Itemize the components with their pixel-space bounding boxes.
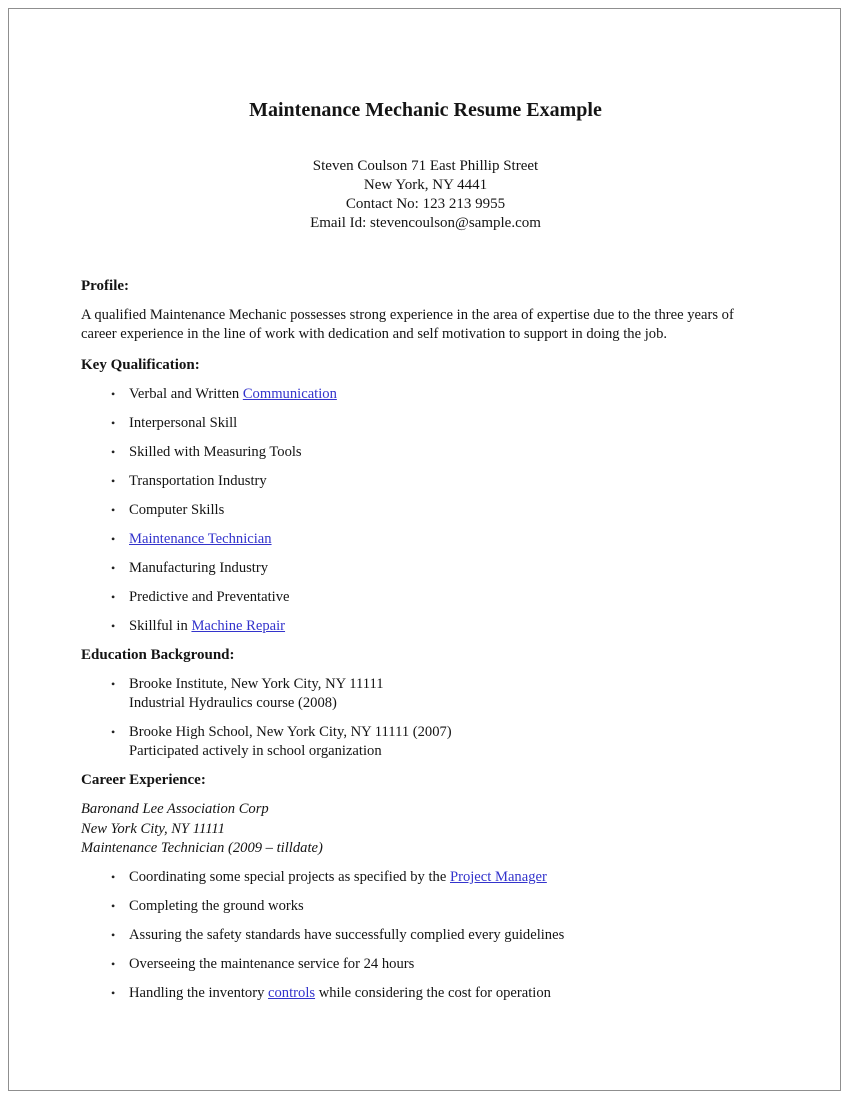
contact-line-city: New York, NY 4441 xyxy=(363,177,488,193)
list-item xyxy=(81,926,770,945)
resume-page xyxy=(8,8,841,1091)
bullet-text: Handling the inventory xyxy=(129,984,269,1001)
list-item xyxy=(81,588,770,607)
bullet-line: Participated actively in school organization xyxy=(129,743,382,760)
document-title: Maintenance Mechanic Resume Example xyxy=(249,99,602,121)
hyperlink-project-manager[interactable]: Project Manager xyxy=(449,868,547,885)
list-item xyxy=(81,723,770,761)
bullet-icon: • xyxy=(111,725,116,740)
bullet-line: Brooke High School, New York City, NY 11111 (2007) xyxy=(129,724,452,741)
bullet-text: while considering the cost for operation xyxy=(315,984,551,1001)
bullet-line: Industrial Hydraulics course (2008) xyxy=(129,695,337,712)
list-item xyxy=(81,868,770,887)
list-item xyxy=(81,984,770,1003)
bullet-content xyxy=(129,559,770,578)
contact-line-address: Steven Coulson 71 East Phillip Street xyxy=(312,158,539,174)
bullet-text: Manufacturing Industry xyxy=(129,560,269,577)
career-location: New York City, NY 11111 xyxy=(81,820,225,837)
bullet-icon: • xyxy=(111,590,116,605)
hyperlink-communication[interactable]: Communication xyxy=(242,386,337,403)
career-heading: Career Experience: xyxy=(81,772,206,789)
profile-heading: Profile: xyxy=(81,278,130,294)
bullet-content xyxy=(129,675,770,713)
bullet-icon: • xyxy=(111,927,116,942)
bullet-icon: • xyxy=(111,677,116,692)
bullet-text: Completing the ground works xyxy=(129,897,304,914)
career-list xyxy=(81,868,770,1003)
bullet-icon: • xyxy=(111,561,116,576)
bullet-content xyxy=(129,984,770,1003)
contact-block xyxy=(81,157,770,233)
bullet-content xyxy=(129,385,770,404)
bullet-text: Predictive and Preventative xyxy=(129,589,290,606)
bullet-content xyxy=(129,955,770,974)
bullet-content xyxy=(129,443,770,462)
bullet-text: Computer Skills xyxy=(129,502,225,519)
hyperlink-machine-repair[interactable]: Machine Repair xyxy=(191,618,286,635)
contact-line-email: Email Id: stevencoulson@sample.com xyxy=(310,215,541,231)
list-item xyxy=(81,501,770,520)
list-item xyxy=(81,955,770,974)
contact-line-phone: Contact No: 123 213 9955 xyxy=(345,196,506,212)
bullet-content xyxy=(129,530,770,549)
bullet-text: Skillful in xyxy=(129,618,192,635)
bullet-icon: • xyxy=(111,387,116,402)
list-item xyxy=(81,385,770,404)
profile-paragraph: A qualified Maintenance Mechanic possesses strong experience in the area of expertise due to the three years of career experience in the line of work with dedication and self motivation to support in doing the job. xyxy=(81,307,734,342)
bullet-icon: • xyxy=(111,532,116,547)
career-role-dates: Maintenance Technician (2009 – tilldate) xyxy=(81,840,323,857)
hyperlink-maintenance-technician[interactable]: Maintenance Technician xyxy=(129,531,272,548)
career-intro-block xyxy=(81,800,770,859)
list-item xyxy=(81,443,770,462)
bullet-text: Interpersonal Skill xyxy=(129,415,238,432)
bullet-text: Overseeing the maintenance service for 24 hours xyxy=(129,955,415,972)
bullet-text: Verbal and Written xyxy=(129,386,243,403)
bullet-content xyxy=(129,723,770,761)
bullet-icon: • xyxy=(111,869,116,884)
bullet-content xyxy=(129,897,770,916)
bullet-icon: • xyxy=(111,474,116,489)
list-item xyxy=(81,675,770,713)
hyperlink-controls[interactable]: controls xyxy=(268,984,316,1001)
bullet-icon: • xyxy=(111,445,116,460)
bullet-content xyxy=(129,414,770,433)
bullet-icon: • xyxy=(111,898,116,913)
bullet-icon: • xyxy=(111,416,116,431)
bullet-content xyxy=(129,617,770,636)
list-item xyxy=(81,472,770,491)
education-list xyxy=(81,675,770,761)
list-item xyxy=(81,617,770,636)
list-item xyxy=(81,530,770,549)
list-item xyxy=(81,897,770,916)
bullet-icon: • xyxy=(111,619,116,634)
bullet-icon: • xyxy=(111,956,116,971)
key-qualification-list xyxy=(81,385,770,636)
bullet-text: Coordinating some special projects as specified by the xyxy=(129,868,450,885)
list-item xyxy=(81,559,770,578)
list-item xyxy=(81,414,770,433)
bullet-content xyxy=(129,588,770,607)
bullet-content xyxy=(129,501,770,520)
key-qualification-heading: Key Qualification: xyxy=(81,357,200,374)
bullet-content xyxy=(129,926,770,945)
bullet-text: Assuring the safety standards have successfully complied every guidelines xyxy=(129,926,565,943)
bullet-text: Transportation Industry xyxy=(129,473,267,490)
bullet-line: Brooke Institute, New York City, NY 11111 xyxy=(129,676,384,693)
education-heading: Education Background: xyxy=(81,647,235,664)
bullet-content xyxy=(129,868,770,887)
career-company: Baronand Lee Association Corp xyxy=(81,801,269,818)
bullet-text: Skilled with Measuring Tools xyxy=(129,444,302,461)
bullet-icon: • xyxy=(111,985,116,1000)
bullet-icon: • xyxy=(111,503,116,518)
bullet-content xyxy=(129,472,770,491)
